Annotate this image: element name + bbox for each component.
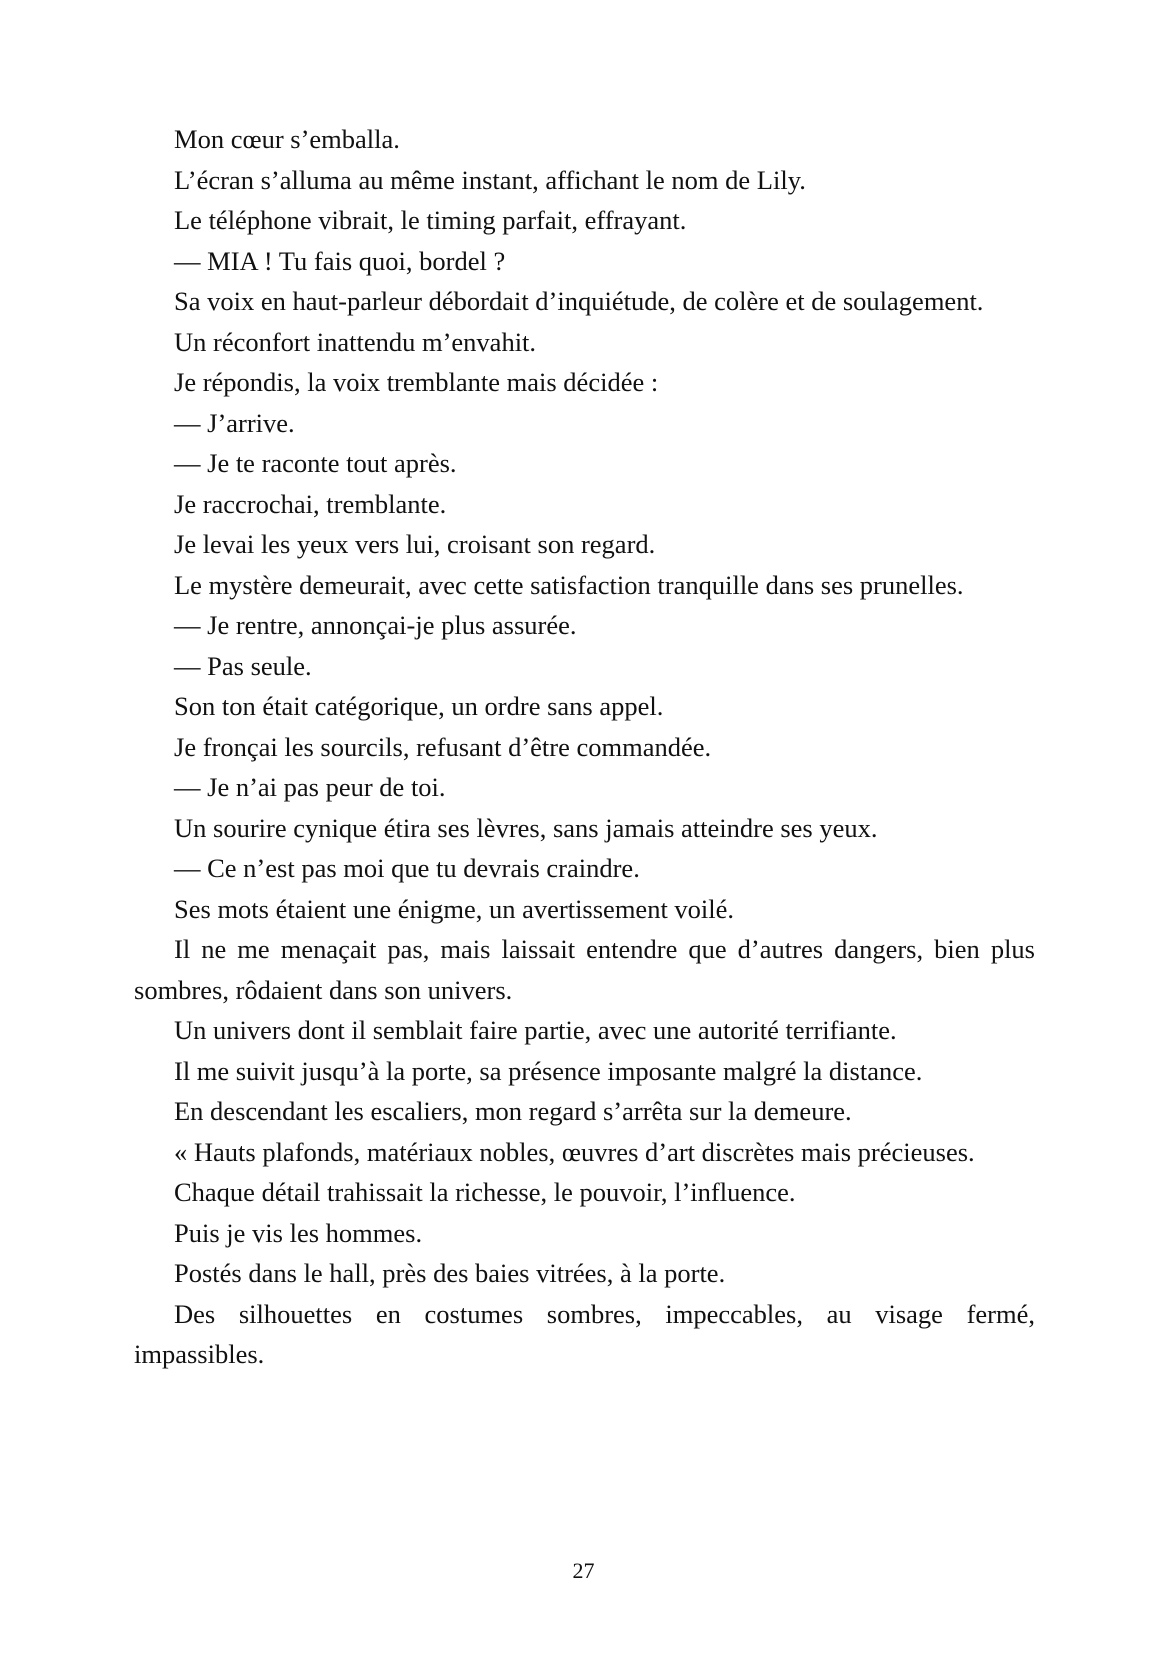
paragraph: Il ne me menaçait pas, mais laissait entendre que d’autres dangers, bien plus sombres, rôdaient dans son univers. [134, 934, 1035, 1005]
dialogue-line: — Pas seule. [174, 650, 312, 681]
paragraph: Un sourire cynique étira ses lèvres, sans jamais atteindre ses yeux. [174, 812, 878, 843]
paragraph: Le mystère demeurait, avec cette satisfaction tranquille dans ses prunelles. [174, 569, 964, 600]
dialogue-line: — Je rentre, annonçai-je plus assurée. [174, 610, 577, 640]
paragraph: Il me suivit jusqu’à la porte, sa présence imposante malgré la distance. [174, 1055, 923, 1086]
paragraph: Son ton était catégorique, un ordre sans appel. [174, 691, 664, 721]
paragraph: « Hauts plafonds, matériaux nobles, œuvres d’art discrètes mais précieuses. [174, 1136, 975, 1167]
paragraph: Ses mots étaient une énigme, un avertissement voilé. [174, 893, 735, 924]
paragraph: Le téléphone vibrait, le timing parfait, effrayant. [174, 205, 687, 235]
dialogue-line: — Je te raconte tout après. [174, 448, 457, 478]
paragraph: Un univers dont il semblait faire partie, avec une autorité terrifiante. [174, 1015, 897, 1045]
paragraph: Je raccrochai, tremblante. [174, 488, 447, 519]
page-number: 27 [572, 1558, 595, 1583]
paragraph: En descendant les escaliers, mon regard s’arrêta sur la demeure. [174, 1096, 852, 1126]
paragraph: Chaque détail trahissait la richesse, le pouvoir, l’influence. [174, 1177, 796, 1207]
paragraph: Je répondis, la voix tremblante mais décidée : [174, 367, 659, 397]
paragraph: Je fronçai les sourcils, refusant d’être commandée. [174, 731, 712, 762]
paragraph: Sa voix en haut-parleur débordait d’inquiétude, de colère et de soulagement. [174, 286, 984, 316]
page-body [134, 119, 1035, 1375]
paragraph: L’écran s’alluma au même instant, affichant le nom de Lily. [174, 164, 806, 195]
dialogue-line: — Je n’ai pas peur de toi. [174, 772, 446, 802]
paragraph: Mon cœur s’emballa. [174, 124, 400, 154]
dialogue-line: — J’arrive. [174, 407, 295, 438]
paragraph: Un réconfort inattendu m’envahit. [174, 326, 537, 357]
dialogue-line: — MIA ! Tu fais quoi, bordel ? [174, 245, 506, 276]
paragraph: Puis je vis les hommes. [174, 1217, 423, 1248]
dialogue-line: — Ce n’est pas moi que tu devrais craindre. [174, 853, 640, 883]
paragraph: Je levai les yeux vers lui, croisant son regard. [174, 529, 656, 559]
paragraph: Postés dans le hall, près des baies vitrées, à la porte. [174, 1258, 726, 1288]
paragraph: Des silhouettes en costumes sombres, impeccables, au visage fermé, impassibles. [134, 1298, 1035, 1369]
